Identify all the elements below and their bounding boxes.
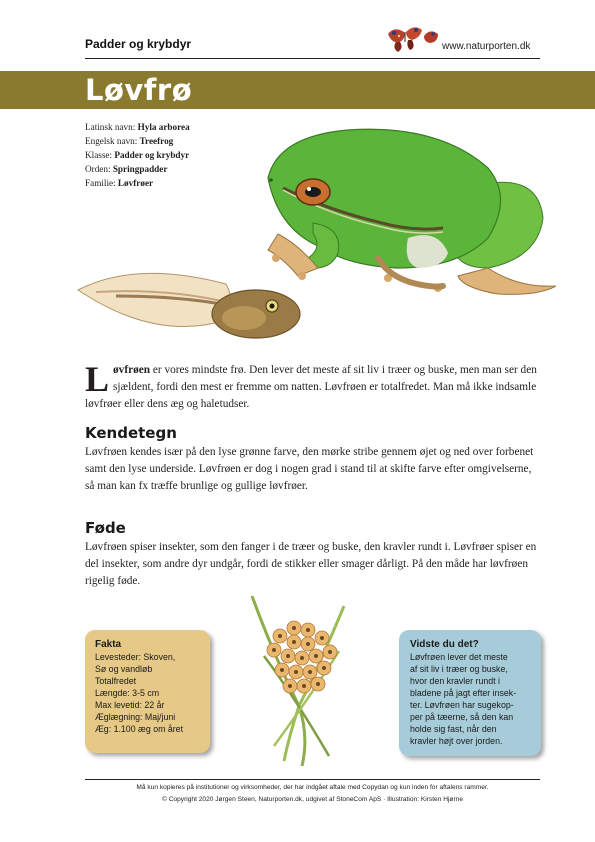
fact-label: Latinsk navn: bbox=[85, 122, 138, 132]
section-text-kendetegn: Løvfrøen kendes især på den lyse grønne farve, den mørke stribe gennem øjet og ned over forbenet samt den lyse underside. Løvfrøen er dog i nogen grad i stand til at skifte farve efter omgivelserne, så man kan fx træffe brunlige og gullige løvfrøer. bbox=[85, 446, 534, 492]
tadpole-illustration bbox=[76, 262, 302, 342]
vidste-line: ter. Løvfrøen har sugekop- bbox=[410, 700, 514, 710]
vidste-line: per på tæerne, så den kan bbox=[410, 712, 514, 722]
fact-value: Treefrog bbox=[139, 136, 174, 146]
fact-label: Familie: bbox=[85, 178, 118, 188]
vidste-line: kravler højt over jorden. bbox=[410, 736, 503, 746]
fakta-line: Levesteder: Skoven, bbox=[95, 652, 176, 662]
fakta-line: Max levetid: 22 år bbox=[95, 700, 165, 710]
intro-paragraph bbox=[85, 359, 540, 413]
intro-text: er vores mindste frø. Den lever det meste af sit liv i træer og buske, men man ser den sjældent, fordi den mest er fremme om natten. Løvfrøen er totalfredet. Man må ikke indsamle løvfrøer eller dens æg og haletudser. bbox=[85, 364, 537, 410]
fact-label: Klasse: bbox=[85, 150, 115, 160]
fact-label: Orden: bbox=[85, 164, 113, 174]
fakta-title: Fakta bbox=[95, 639, 122, 650]
footer-license: Må kun kopieres på institutioner og virksomheder, der har indgået aftale med Copydan og kun inden for aftalens rammer. bbox=[136, 784, 489, 791]
fakta-line: Længde: 3-5 cm bbox=[95, 688, 160, 698]
fakta-line: Totalfredet bbox=[95, 676, 137, 686]
footer-copyright: © Copyright 2020 Jørgen Steen, Naturporten.dk, udgivet af StoneCom ApS · Illustration: Kirsten Hjørne bbox=[162, 796, 463, 803]
fact-label: Engelsk navn: bbox=[85, 136, 140, 146]
fact-value: Padder og krybdyr bbox=[114, 150, 190, 160]
vidste-line: Løvfrøen lever det meste bbox=[410, 652, 508, 662]
section-heading-kendetegn: Kendetegn bbox=[85, 424, 177, 442]
footer-divider bbox=[85, 779, 540, 780]
fakta-line: Æglægning: Maj/juni bbox=[95, 712, 176, 722]
vidste-line: holde sig fast, når den bbox=[410, 724, 497, 734]
vidste-line: bladene på jagt efter insek- bbox=[410, 688, 517, 698]
section-text-fode: Løvfrøen spiser insekter, som den fanger i de træer og buske, den kravler rundt i. Løvfrøer spiser en del insekter, som andre dyr undgår, fordi de stikker eller smager dårligt. På den måde har løvfrøen rigelig føde. bbox=[85, 541, 537, 587]
fact-value: Løvfrøer bbox=[117, 178, 154, 188]
vidste-title: Vidste du det? bbox=[410, 639, 479, 650]
intro-bold: øvfrøen bbox=[113, 364, 151, 376]
header-divider bbox=[85, 58, 540, 59]
fakta-line: Æg: 1.100 æg om året bbox=[95, 724, 184, 734]
vidste-line: af sit liv i træer og buske, bbox=[410, 664, 508, 674]
fact-value: Springpadder bbox=[112, 164, 168, 174]
page-title: Løvfrø bbox=[85, 73, 193, 107]
frog-spawn-illustration bbox=[244, 596, 349, 766]
fakta-box bbox=[85, 630, 210, 753]
fakta-line: Sø og vandløb bbox=[95, 664, 153, 674]
header-category: Padder og krybdyr bbox=[85, 37, 192, 51]
header-url: www.naturporten.dk bbox=[442, 41, 531, 52]
dropcap: L bbox=[85, 359, 110, 399]
butterflies-illustration bbox=[384, 24, 442, 54]
vidste-box bbox=[399, 630, 541, 756]
vidste-line: hvor den kravler rundt i bbox=[410, 676, 500, 686]
fact-value: Hyla arborea bbox=[137, 122, 190, 132]
section-heading-fode: Føde bbox=[85, 519, 126, 537]
